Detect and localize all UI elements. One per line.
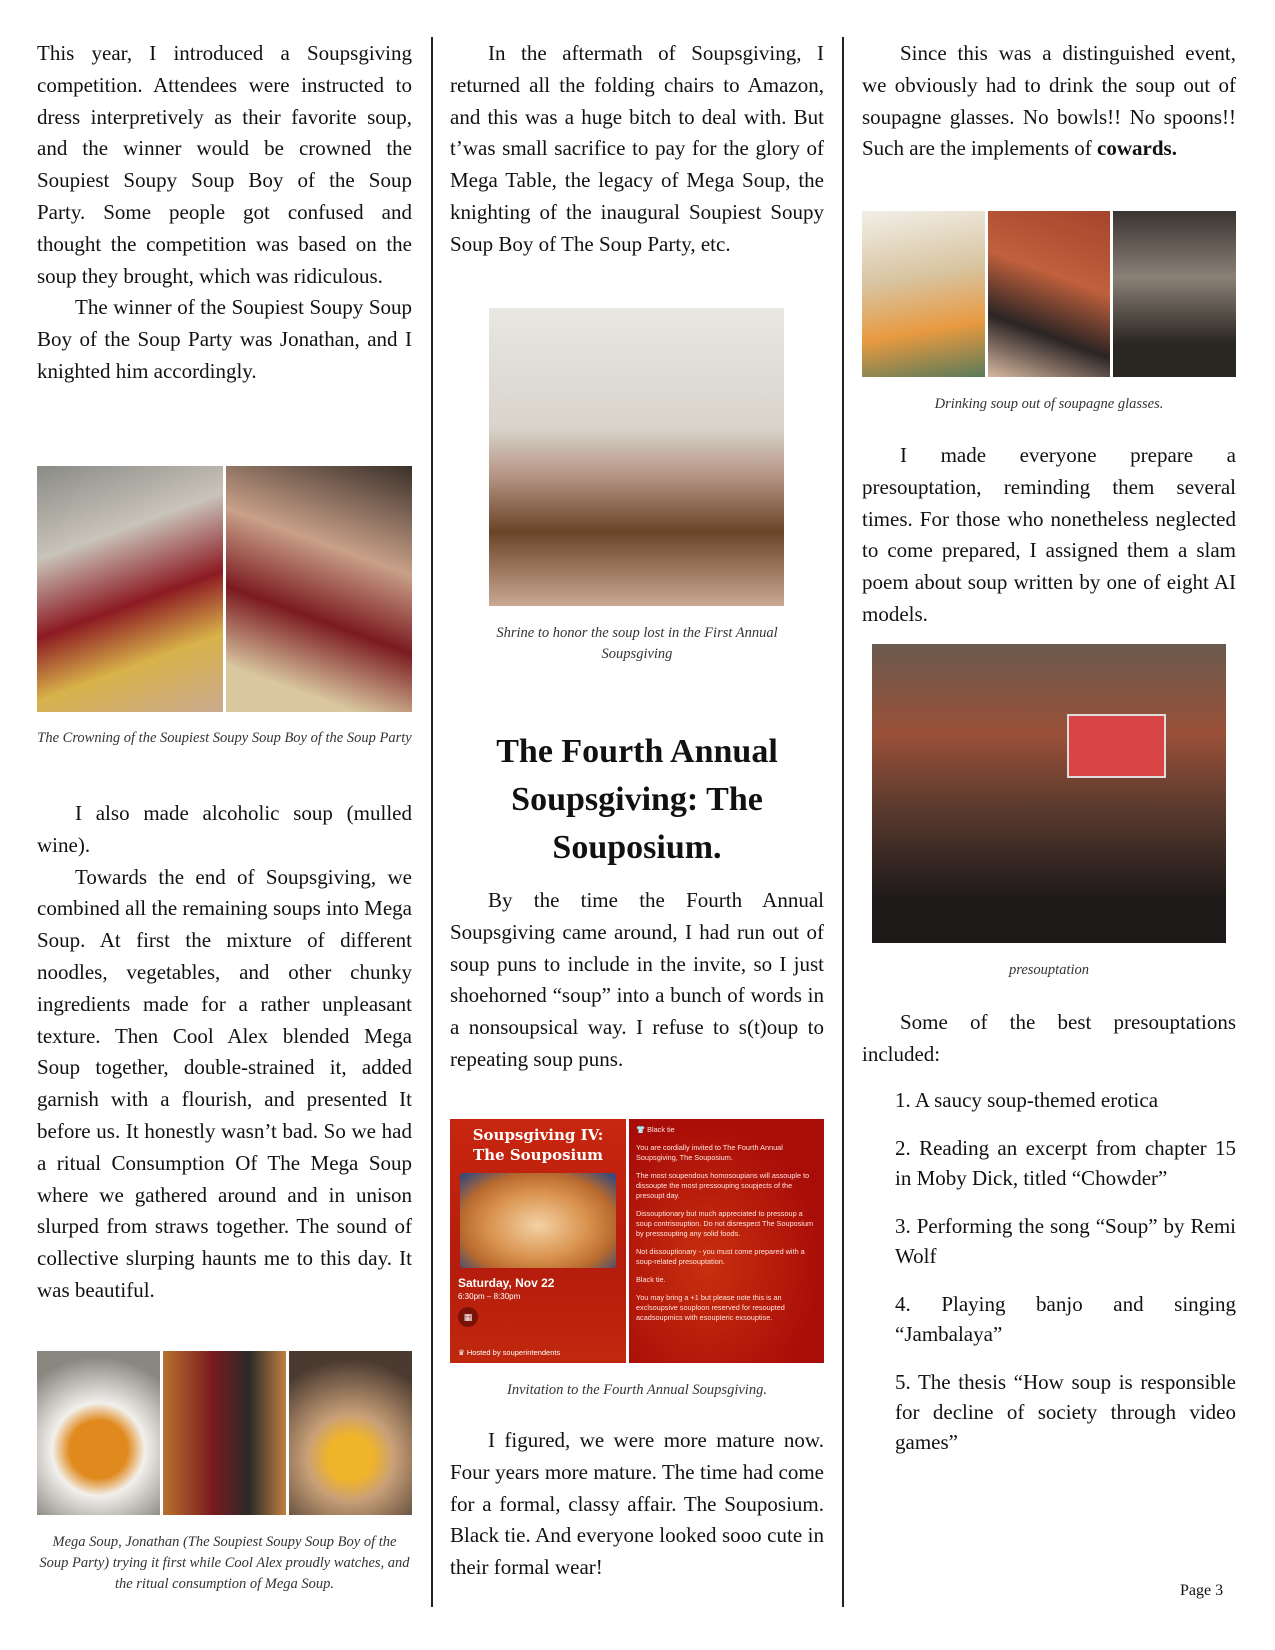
list-item: 5. The thesis “How soup is responsible for decline of society through video games” [895,1370,1236,1454]
invite-date: Saturday, Nov 22 [458,1276,555,1290]
invite-right-panel [629,1119,824,1363]
paragraph: By the time the Fourth Annual Soupsgiving came around, I had run out of soup puns to include in the invite, so I just shoehorned “soup” into a bunch of words in a nonsoupsical way. I refuse to s(t)oup to repeating soup puns. [450,888,824,1071]
paragraph-text: Since this was a distinguished event, we obviously had to drink the soup out of soupagne glasses. No bowls!! No spoons!! Such are the implements of [862,41,1236,161]
presouptation-list [862,1085,1236,1475]
paragraph: I made everyone prepare a presouptation, reminding them several times. For those who nonetheless neglected to come prepared, I assigned them a slam poem about soup written by one of eight AI models. [862,443,1236,626]
invite-body: You are cordially invited to The Fourth Annual Soupsgiving, The Souposium. [636,1143,783,1162]
paragraph: Towards the end of Soupsgiving, we combined all the remaining soups into Mega Soup. At first the mixture of different noodles, vegetables, and other chunky ingredients made for a rather unpleasant texture. Then Cool Alex blended Mega Soup together, double-strained it, added garnish with a flourish, and presented It before us. It honestly wasn’t bad. So we had a ritual Consumption Of The Mega Soup where we gathered around and in unison slurped from straws together. The sound of collective slurping haunts me to this day. It was beautiful. [37,864,412,1302]
invite-host [458,1348,560,1357]
column-divider [842,37,844,1607]
column-divider [431,37,433,1607]
host-text: Hosted by souperintendents [466,1348,561,1357]
list-item: 4. Playing banjo and singing “Jambalaya” [895,1292,1236,1346]
knighting-photo [226,466,412,712]
paragraph: Some of the best presouptations included: [862,1010,1236,1066]
crown-photo [37,466,223,712]
section-heading-wrap [450,728,824,872]
paragraph [862,38,1236,165]
soupagne-photo [862,211,985,377]
paragraph: I also made alcoholic soup (mulled wine). [37,801,412,857]
soupagne-photo [1113,211,1236,377]
figure-caption: The Crowning of the Soupiest Soupy Soup Boy of the Soup Party [37,730,412,746]
projector-screen [1067,714,1166,778]
column1-text-a [37,38,412,388]
ritual-consumption-photo [289,1351,412,1515]
invite-body: Black tie. [636,1275,666,1284]
section-heading: The Fourth Annual Soupsgiving: The Souposium. [496,733,778,866]
soupagne-photos [862,211,1236,377]
soupagne-photo [988,211,1111,377]
list-item: 1. A saucy soup-themed erotica [895,1088,1159,1112]
mega-soup-photo [37,1351,160,1515]
list-item: 2. Reading an excerpt from chapter 15 in Moby Dick, titled “Chowder” [895,1136,1236,1190]
crowning-photos [37,466,412,712]
invite-time: 6:30pm – 8:30pm [458,1292,521,1301]
invitation-image [450,1119,824,1363]
dress-code-text: Black tie [647,1125,675,1134]
list-item: 3. Performing the song “Soup” by Remi Wolf [895,1214,1236,1268]
tasting-photo [163,1351,286,1515]
crown-icon: ♛ [458,1348,467,1357]
invite-body: Dissouptionary but much appreciated to pressoup a soup contrisouption. Do not disrespect The Souposium by pressoupting any solid foods. [636,1209,814,1238]
column1-text-b [37,798,412,1307]
shrine-photo [489,308,784,606]
paragraph: I figured, we were more mature now. Four years more mature. The time had come for a formal, classy affair. The Souposium. Black tie. And everyone looked sooo cute in their formal wear! [450,1428,824,1580]
invite-left-panel [450,1119,626,1363]
invite-body: You may bring a +1 but please note this is an exclsoupsive souploon reserved for resoupted acadsoupmics with esoupteric exsouptise. [636,1293,785,1322]
paragraph: The winner of the Soupiest Soupy Soup Boy of the Soup Party was Jonathan, and I knighted him accordingly. [37,295,412,383]
bold-word: cowards. [1097,136,1177,161]
column2-text-a [450,38,824,261]
paragraph: This year, I introduced a Soupsgiving competition. Attendees were instructed to dress interpretively as their favorite soup, and the winner would be crowned the Soupiest Soupy Soup Boy of the Soup Party. Some people got confused and thought the competition was based on the soup they brought, which was ridiculous. [37,41,412,288]
presouptation-photo [872,644,1226,943]
figure-caption: Drinking soup out of soupagne glasses. [934,396,1164,412]
figure-caption: Shrine to honor the soup lost in the First Annual Soupsgiving [496,625,778,662]
shirt-icon: 👕 [636,1125,648,1134]
figure-caption: Mega Soup, Jonathan (The Soupiest Soupy Soup Boy of the Soup Party) trying it first while Cool Alex proudly watches, and the ritual consumption of Mega Soup. [39,1534,410,1592]
figure-caption: Invitation to the Fourth Annual Soupsgiving. [507,1382,767,1398]
column3-text-c [862,1007,1236,1071]
column3-text-a [862,38,1236,165]
invite-title: Soupsgiving IV: The Souposium [472,1126,604,1164]
column3-text-b [862,440,1236,631]
invite-body: The most soupendous homosoupians will assouple to dissoupte the most pressouping soupjects of the presoupt day. [636,1171,810,1200]
mega-soup-photos [37,1351,412,1515]
paragraph: In the aftermath of Soupsgiving, I returned all the folding chairs to Amazon, and this was a huge bitch to deal with. But t’was small sacrifice to pay for the glory of Mega Table, the legacy of Mega Soup, the knighting of the inaugural Soupiest Soupy Soup Boy of The Soup Party, etc. [450,41,824,256]
column2-text-c [450,1425,824,1584]
figure-caption: presouptation [1008,962,1090,978]
invite-body: Not dissouptionary - you must come prepared with a soup-related presouptation. [636,1247,805,1266]
column2-text-b [450,885,824,1076]
soup-photo [460,1173,616,1268]
calendar-icon: ▦ [458,1307,478,1327]
dress-code [636,1125,817,1135]
page-number: Page 3 [1180,1582,1224,1599]
